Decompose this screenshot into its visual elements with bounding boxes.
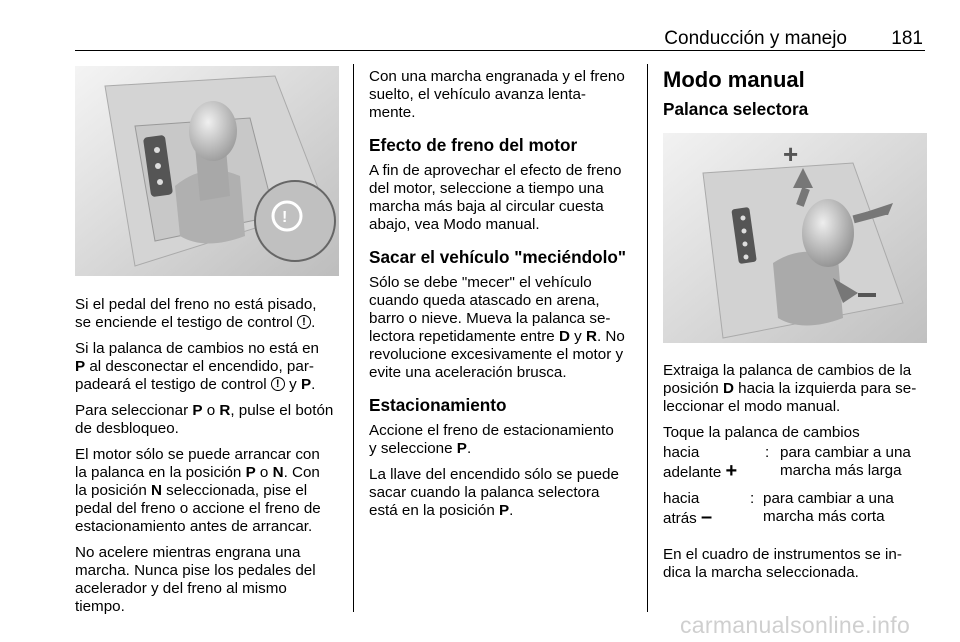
column-3-bottom (663, 546, 927, 590)
heading-rocking: Sacar el vehículo "meciéndolo" (369, 247, 627, 267)
svg-text:+: + (783, 139, 799, 169)
plus-icon: + (725, 460, 738, 482)
gear-lever-illustration (75, 66, 339, 276)
brake-warning-icon (271, 377, 285, 391)
selector-lever-illustration (663, 133, 927, 343)
paragraph: A fin de aprovechar el efecto de freno del motor, seleccione a tiempo una marcha más baja al circular cuesta abajo, vea Modo manual. (369, 162, 622, 233)
paragraph: En el cuadro de instrumentos se in- dica la marcha seleccionada. (663, 546, 902, 581)
paragraph: Toque la palanca de cambios (663, 424, 860, 441)
heading-engine-brake: Efecto de freno del motor (369, 135, 578, 155)
section-title: Conducción y manejo (664, 28, 847, 49)
heading-parking: Estacionamiento (369, 395, 507, 415)
forward-colon: : (765, 444, 770, 461)
page-header (75, 28, 925, 51)
heading-selector-lever: Palanca selectora (663, 99, 809, 119)
paragraph: El motor sólo se puede arrancar con la palanca en la posición P o N. Con la posición N seleccionada, pise el pedal del freno o accione el freno de estacionamiento antes de arrancar. (75, 446, 321, 535)
back-description: para cambiar a una marcha más corta (763, 490, 894, 525)
column-1 (75, 296, 339, 624)
watermark: carmanualsonline.info (680, 612, 911, 638)
paragraph: Si el pedal del freno no está pisado, se enciende el testigo de control !. (75, 296, 339, 332)
paragraph: Extraiga la palanca de cambios de la posición D hacia la izquierda para se- leccionar el modo manual. (663, 362, 917, 415)
back-label: hacia atrás – (663, 490, 713, 528)
paragraph: La llave del encendido sólo se puede sacar cuando la palanca selectora está en la posición P. (369, 466, 619, 519)
forward-description: para cambiar a una marcha más larga (780, 444, 911, 479)
column-divider (647, 64, 648, 612)
svg-text:!: ! (282, 209, 288, 226)
column-2 (369, 68, 633, 528)
paragraph: Accione el freno de estacionamiento y seleccione P. (369, 422, 614, 457)
paragraph: Para seleccionar P o R, pulse el botón de desbloqueo. (75, 402, 334, 437)
column-3-text (663, 362, 927, 450)
paragraph: Con una marcha engranada y el freno suelto, el vehículo avanza lenta- mente. (369, 68, 625, 121)
back-colon: : (750, 490, 755, 507)
page-number: 181 (891, 28, 923, 49)
forward-label: hacia adelante + (663, 444, 738, 482)
brake-warning-icon (297, 315, 311, 329)
paragraph: Sólo se debe "mecer" el vehículo cuando queda atascado en arena, barro o nieve. Mueva la palanca se- lectora repetidamente entre D y R. No revolucione excesivamente el motor y evite una aceleración brusca. (369, 274, 625, 381)
heading-manual-mode: Modo manual (663, 67, 805, 92)
paragraph: No acelere mientras engrana una marcha. Nunca pise los pedales del acelerador y del freno al mismo tiempo. (75, 544, 316, 615)
paragraph: Si la palanca de cambios no está en P al desconectar el encendido, par- padeará el testigo de control ! y P. (75, 340, 339, 394)
column-3 (663, 66, 927, 120)
column-divider (353, 64, 354, 612)
minus-icon: – (701, 506, 713, 528)
